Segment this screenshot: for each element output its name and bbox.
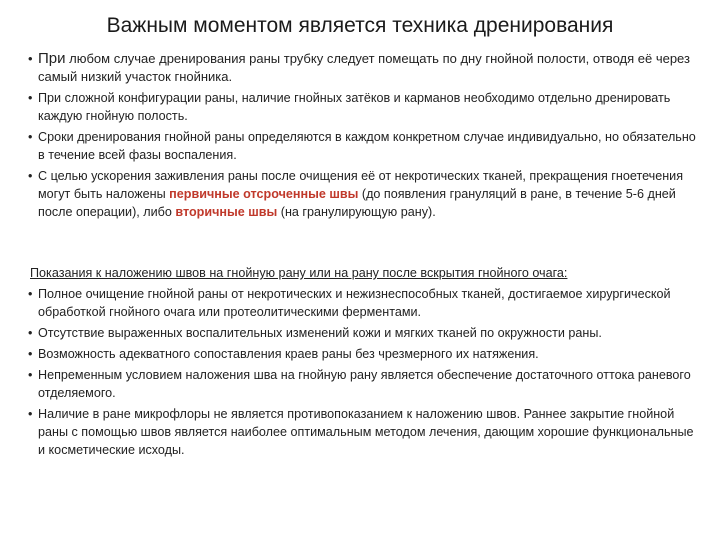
item-text: (до появления грануляций в ране, в течение 5-6 дней после операции), либо [38,187,676,219]
list-item [30,285,702,321]
item-text: Полное очищение гнойной раны от некротических и нежизнеспособных тканей, достигаемое хирургической обработкой гнойного очага или протеолитическими ферментами. [38,287,671,319]
slide-title: Важным моментом является техника дренирования [106,14,614,37]
item-text: любом случае дренирования раны трубку следует помещать по дну гнойной полости, отводя её через самый низкий участок гнойника. [38,51,690,84]
item-text: При сложной конфигурации раны, наличие гнойных затёков и карманов необходимо отдельно дренировать каждую гнойную полость. [38,91,671,123]
bullet: • [28,130,33,144]
list-item [30,89,702,125]
bullet: • [28,169,33,183]
list-item [30,50,702,86]
item-text: (на гранулирующую рану). [277,205,436,219]
item-text: С целью ускорения заживления раны после очищения её от некротических тканей, прекращения гноетечения могут быть наложены [38,169,684,201]
list-item [30,128,702,164]
indications-section [30,264,702,462]
item-text: Наличие в ране микрофлоры не является противопоказанием к наложению швов. Раннее закрытие гнойной раны с помощью швов является наиболее оптимальным методом лечения, дающим хорошие функциональные и косметические исходы. [38,407,694,457]
bullet: • [28,91,33,105]
bullet: • [28,407,33,421]
bullet: • [28,51,33,66]
item-text: Отсутствие выраженных воспалительных изменений кожи и мягких тканей по окружности раны. [38,326,602,340]
list-item [30,405,702,459]
list-item [30,345,702,363]
bullet: • [28,287,33,301]
item-lead: При [38,50,66,67]
item-text: Сроки дренирования гнойной раны определяются в каждом конкретном случае индивидуально, но обязательно в течение всей фазы воспаления. [38,130,696,162]
bullet: • [28,368,33,382]
primary-delayed-sutures-highlight: первичные отсроченные швы [169,187,359,201]
indications-heading: Показания к наложению швов на гнойную рану или на рану после вскрытия гнойного очага: [30,266,568,280]
bullet: • [28,326,33,340]
secondary-sutures-highlight: вторичные швы [175,205,278,219]
item-text: Возможность адекватного сопоставления краев раны без чрезмерного их натяжения. [38,347,539,361]
list-item [30,366,702,402]
bullet: • [28,347,33,361]
item-text: Непременным условием наложения шва на гнойную рану является обеспечение достаточного оттока раневого отделяемого. [38,368,691,400]
list-item [30,167,702,221]
drainage-section [30,50,702,224]
list-item [30,324,702,342]
